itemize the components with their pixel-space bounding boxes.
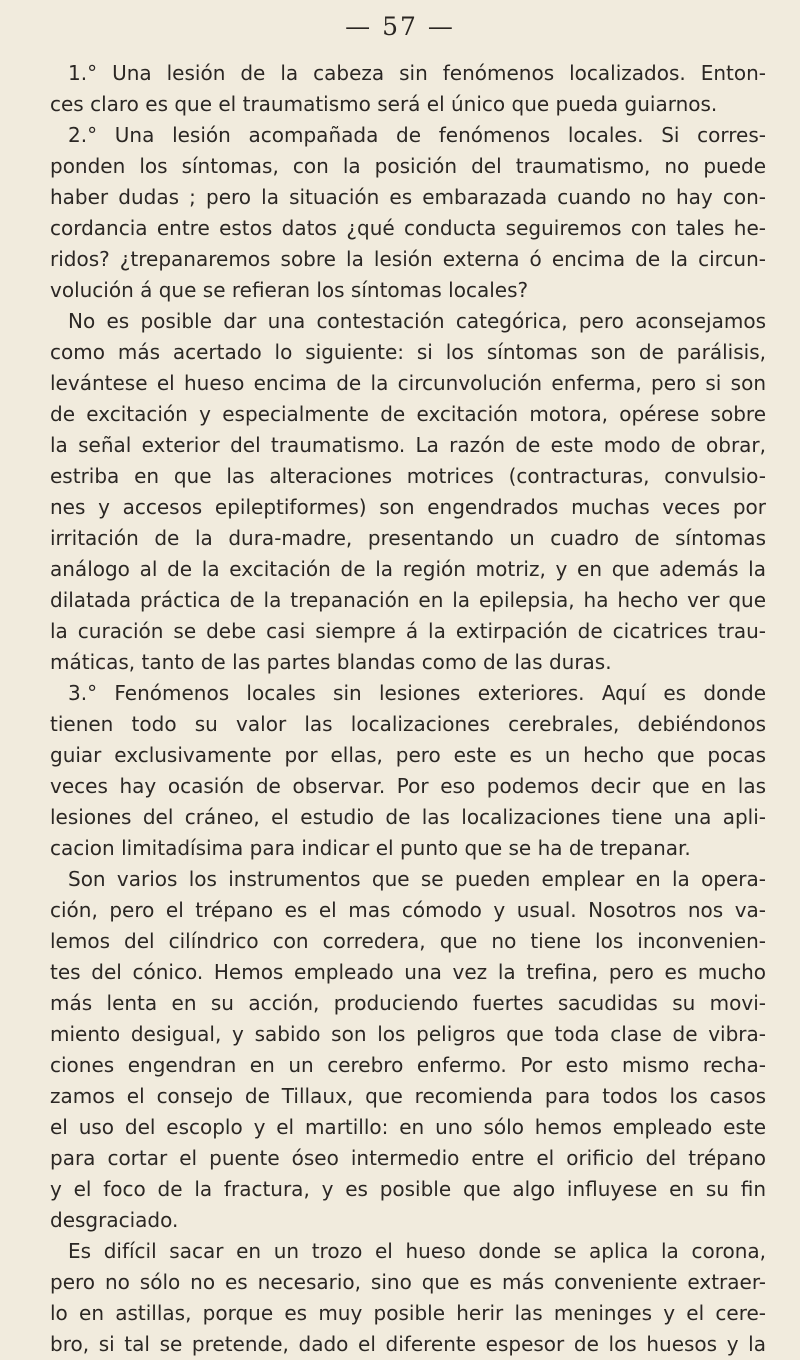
text-line: lemos del cilíndrico con corredera, que no tiene los inconvenien- (50, 929, 766, 953)
text-line: Es difícil sacar en un trozo el hueso donde se aplica la corona, (68, 1239, 766, 1263)
text-line: cordancia entre estos datos ¿qué conducta seguiremos con tales he- (50, 216, 766, 240)
text-line: cacion limitadísima para indicar el punto que se ha de trepanar. (50, 836, 691, 860)
text-line: volución á que se refieran los síntomas locales? (50, 278, 529, 302)
text-line: 2.° Una lesión acompañada de fenómenos locales. Si corres- (68, 123, 766, 147)
text-line: haber dudas ; pero la situación es embarazada cuando no hay con- (50, 185, 766, 209)
text-line: ción, pero el trépano es el mas cómodo y usual. Nosotros nos va- (50, 898, 766, 922)
text-line: lesiones del cráneo, el estudio de las localizaciones tiene una apli- (50, 805, 766, 829)
text-line: tes del cónico. Hemos empleado una vez la trefina, pero es mucho (50, 960, 766, 984)
text-line: desgraciado. (50, 1208, 179, 1232)
text-line: tienen todo su valor las localizaciones cerebrales, debiéndonos (50, 712, 766, 736)
text-line: levántese el hueso encima de la circunvolución enferma, pero si son (50, 371, 766, 395)
text-line: veces hay ocasión de observar. Por eso podemos decir que en las (50, 774, 766, 798)
text-line: ridos? ¿trepanaremos sobre la lesión externa ó encima de la circun- (50, 247, 766, 271)
text-line: como más acertado lo siguiente: si los síntomas son de parálisis, (50, 340, 766, 364)
text-line: ponden los síntomas, con la posición del traumatismo, no puede (50, 154, 766, 178)
text-line: para cortar el puente óseo intermedio entre el orificio del trépano (50, 1146, 766, 1170)
page-number: — 57 — (345, 12, 455, 41)
text-line: No es posible dar una contestación categórica, pero aconsejamos (68, 309, 766, 333)
text-line: la curación se debe casi siempre á la extirpación de cicatrices trau- (50, 619, 766, 643)
text-line: lo en astillas, porque es muy posible herir las meninges y el cere- (50, 1301, 766, 1325)
text-line: ciones engendran en un cerebro enfermo. Por esto mismo recha- (50, 1053, 766, 1077)
text-line: más lenta en su acción, produciendo fuertes sacudidas su movi- (50, 991, 766, 1015)
text-line: pero no sólo no es necesario, sino que es más conveniente extraer- (50, 1270, 766, 1294)
text-line: miento desigual, y sabido son los peligros que toda clase de vibra- (50, 1022, 766, 1046)
text-line: zamos el consejo de Tillaux, que recomienda para todos los casos (50, 1084, 766, 1108)
text-line: 3.° Fenómenos locales sin lesiones exteriores. Aquí es donde (68, 681, 766, 705)
text-line: irritación de la dura-madre, presentando un cuadro de síntomas (50, 526, 766, 550)
text-line: de excitación y especialmente de excitación motora, opérese sobre (50, 402, 766, 426)
text-line: la señal exterior del traumatismo. La razón de este modo de obrar, (50, 433, 766, 457)
text-line: 1.° Una lesión de la cabeza sin fenómenos localizados. Enton- (68, 61, 766, 85)
text-line: análogo al de la excitación de la región motriz, y en que además la (50, 557, 766, 581)
text-line: máticas, tanto de las partes blandas como de las duras. (50, 650, 612, 674)
text-line: ces claro es que el traumatismo será el único que pueda guiarnos. (50, 92, 718, 116)
text-line: nes y accesos epileptiformes) son engendrados muchas veces por (50, 495, 766, 519)
text-line: y el foco de la fractura, y es posible que algo influyese en su fin (50, 1177, 766, 1201)
body-text (50, 58, 766, 1360)
text-line: dilatada práctica de la trepanación en la epilepsia, ha hecho ver que (50, 588, 766, 612)
text-line: estriba en que las alteraciones motrices (contracturas, convulsio- (50, 464, 766, 488)
text-line: bro, si tal se pretende, dado el diferente espesor de los huesos y la (50, 1332, 766, 1356)
text-line: el uso del escoplo y el martillo: en uno sólo hemos empleado este (50, 1115, 766, 1139)
text-line: Son varios los instrumentos que se pueden emplear en la opera- (68, 867, 766, 891)
text-line: guiar exclusivamente por ellas, pero este es un hecho que pocas (50, 743, 766, 767)
